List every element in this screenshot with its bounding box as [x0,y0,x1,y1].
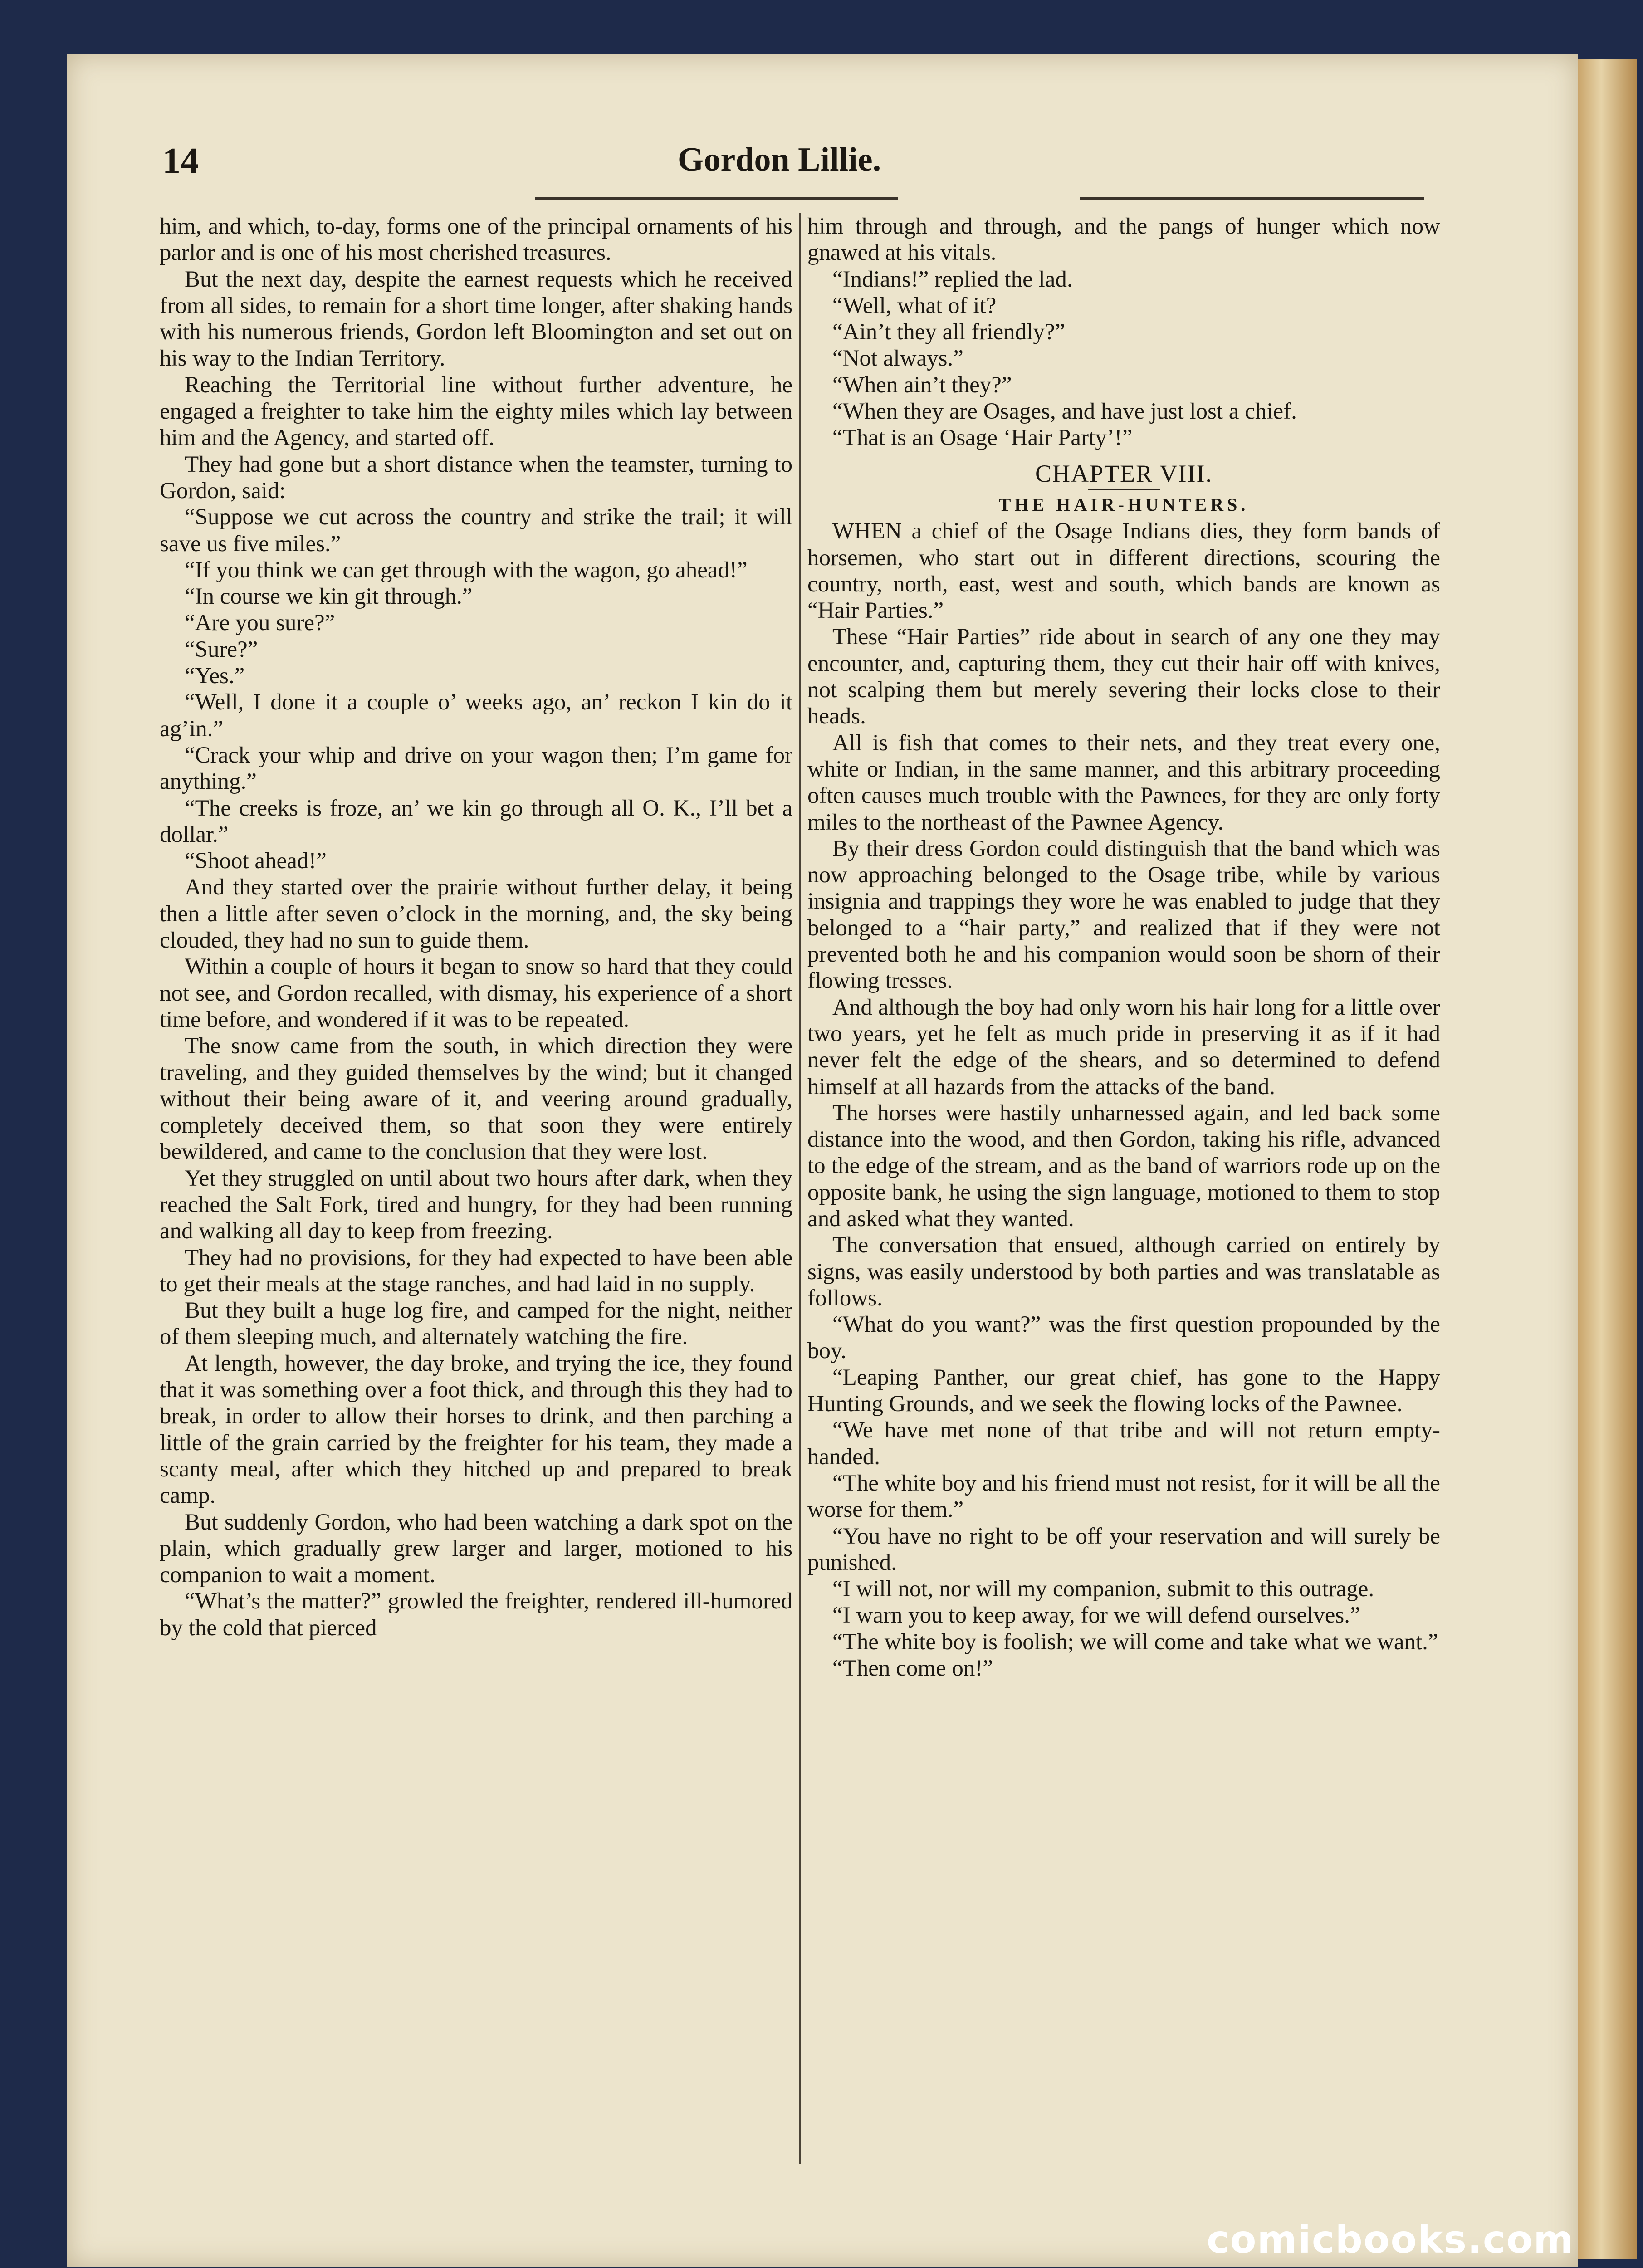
paragraph: “You have no right to be off your reservation and will surely be punished. [807,1523,1440,1575]
paragraph: But they built a huge log fire, and camped for the night, neither of them sleeping much, and alternately watching the fire. [160,1298,792,1350]
paragraph: “Leaping Panther, our great chief, has gone to the Happy Hunting Grounds, and we seek the flowing locks of the Pawnee. [807,1364,1440,1417]
paragraph: “What’s the matter?” growled the freighter, rendered ill-humored by the cold that pierced [160,1589,792,1641]
paragraph: “The creeks is froze, an’ we kin go through all O. K., I’ll bet a dollar.” [160,795,792,847]
chapter-heading: CHAPTER VIII. [1035,459,1213,487]
paragraph: “We have met none of that tribe and will not return empty-handed. [807,1418,1440,1470]
paragraph: “Yes.” [185,663,245,689]
paragraph: Yet they struggled on until about two hours after dark, when they reached the Salt Fork, tired and hungry, for they had been running and walking all day to keep from freezing. [160,1165,792,1244]
paragraph: The horses were hastily unharnessed again, and led back some distance into the wood, and then Gordon, taking his rifle, advanced to the edge of the stream, and as the band of warriors rode up on the opposite bank, he using the sign language, motioned to them to stop and asked what they wanted. [807,1100,1440,1232]
paragraph: “Well, I done it a couple o’ weeks ago, an’ reckon I kin do it ag’in.” [160,689,792,742]
running-title: Gordon Lillie. [677,141,881,178]
paragraph: “In course we kin git through.” [185,584,473,610]
paragraph: “When they are Osages, and have just lost a chief. [832,399,1297,425]
column-divider [799,213,801,2164]
paragraph: But the next day, despite the earnest requests which he received from all sides, to remain for a short time longer, after shaking hands with his numerous friends, Gordon left Bloomington and set out on his way to the Indian Territory. [160,266,792,371]
paragraph: him, and which, to-day, forms one of the principal ornaments of his parlor and is one of his most cherished treasures. [160,214,792,266]
watermark: comicbooks.com [1207,2217,1574,2262]
paragraph: “Sure?” [185,636,258,662]
page-header [103,136,1455,191]
paragraph: “Are you sure?” [185,610,335,636]
paragraph: “The white boy and his friend must not resist, for it will be all the worse for them.” [807,1470,1440,1523]
paragraph: “Well, what of it? [832,293,997,318]
paragraph: The snow came from the south, in which direction they were traveling, and they guided themselves by the wind; but it changed without their being aware of it, and veering around gradually, completely deceived them, so that soon they were entirely bewildered, and came to the conclusion that they were lost. [160,1033,792,1165]
header-rule-left [535,197,898,200]
page-number: 14 [162,141,199,181]
paragraph: And they started over the prairie without further delay, it being then a little after seven o’clock in the morning, and, the sky being clouded, they had no sun to guide them. [160,875,792,953]
paragraph: “Not always.” [832,346,963,371]
right-column-text-before-chapter [807,213,1440,451]
paragraph: Reaching the Territorial line without further adventure, he engaged a freighter to take him the eighty miles which lay between him and the Agency, and started off. [160,372,792,451]
chapter-rule [1088,489,1160,490]
paragraph: Within a couple of hours it began to snow so hard that they could not see, and Gordon recalled, with dismay, his experience of a short time before, and wondered if it was to be repeated. [160,954,792,1032]
paragraph: “The white boy is foolish; we will come and take what we want.” [832,1629,1438,1655]
chapter-subtitle: THE HAIR-HUNTERS. [998,494,1249,515]
paragraph: him through and through, and the pangs of hunger which now gnawed at his vitals. [807,214,1440,266]
paragraph: At length, however, the day broke, and trying the ice, they found that it was something over a foot thick, and through this they had to break, in order to allow their horses to drink, and then parching a little of the grain carried by the freighter for his team, they made a scanty meal, after which they hitched up and prepared to break camp. [160,1350,792,1509]
page-binding-edge [1578,59,1637,2259]
paragraph: These “Hair Parties” ride about in search of any one they may encounter, and, capturing them, they cut their hair off with knives, not scalping them but merely severing their locks close to their heads. [807,624,1440,729]
paragraph: “Then come on!” [832,1656,993,1681]
paragraph: By their dress Gordon could distinguish that the band which was now approaching belonged to the Osage tribe, while by various insignia and trappings they wore he was enabled to judge that they belonged to a “hair party,” and realized that if they were not prevented both he and his companion would soon be shorn of their flowing tresses. [807,836,1440,994]
left-column [160,213,792,1641]
paragraph: “Suppose we cut across the country and strike the trail; it will save us five miles.” [160,504,792,557]
paragraph: All is fish that comes to their nets, and they treat every one, white or Indian, in the same manner, and this arbitrary proceeding often causes much trouble with the Pawnees, for they are only forty miles to the northeast of the Pawnee Agency. [807,730,1440,835]
paragraph: “When ain’t they?” [832,372,1012,398]
paragraph: The conversation that ensued, although carried on entirely by signs, was easily understood by both parties and was translatable as follows. [807,1232,1440,1311]
paragraph: But suddenly Gordon, who had been watching a dark spot on the plain, which gradually grew larger and larger, motioned to his companion to wait a moment. [160,1509,792,1588]
paragraph: “Crack your whip and drive on your wagon then; I’m game for anything.” [160,742,792,795]
paragraph: They had gone but a short distance when the teamster, turning to Gordon, said: [160,451,792,503]
paragraph: “That is an Osage ‘Hair Party’!” [832,425,1133,451]
paragraph: And although the boy had only worn his hair long for a little over two years, yet he felt as much pride in preserving it as if it had never felt the edge of the shears, and so determined to defend himself at all hazards from the attacks of the band. [807,994,1440,1100]
paragraph: “If you think we can get through with the wagon, go ahead!” [185,557,748,583]
right-column-text-after-chapter [807,518,1440,1681]
right-column [807,213,1440,1681]
header-rule-right [1080,197,1424,200]
paragraph: “Ain’t they all friendly?” [832,319,1066,345]
paragraph: “What do you want?” was the first question propounded by the boy. [807,1312,1440,1364]
paragraph: WHEN a chief of the Osage Indians dies, they form bands of horsemen, who start out in different directions, scouring the country, north, east, west and south, which bands are known as “Hair Parties.” [807,518,1440,624]
paragraph: They had no provisions, for they had expected to have been able to get their meals at the stage ranches, and had laid in no supply. [160,1245,792,1297]
paragraph: “I will not, nor will my companion, submit to this outrage. [832,1576,1374,1602]
paragraph: “Indians!” replied the lad. [832,266,1073,292]
paragraph: “Shoot ahead!” [185,848,327,874]
paragraph: “I warn you to keep away, for we will defend ourselves.” [832,1603,1360,1628]
